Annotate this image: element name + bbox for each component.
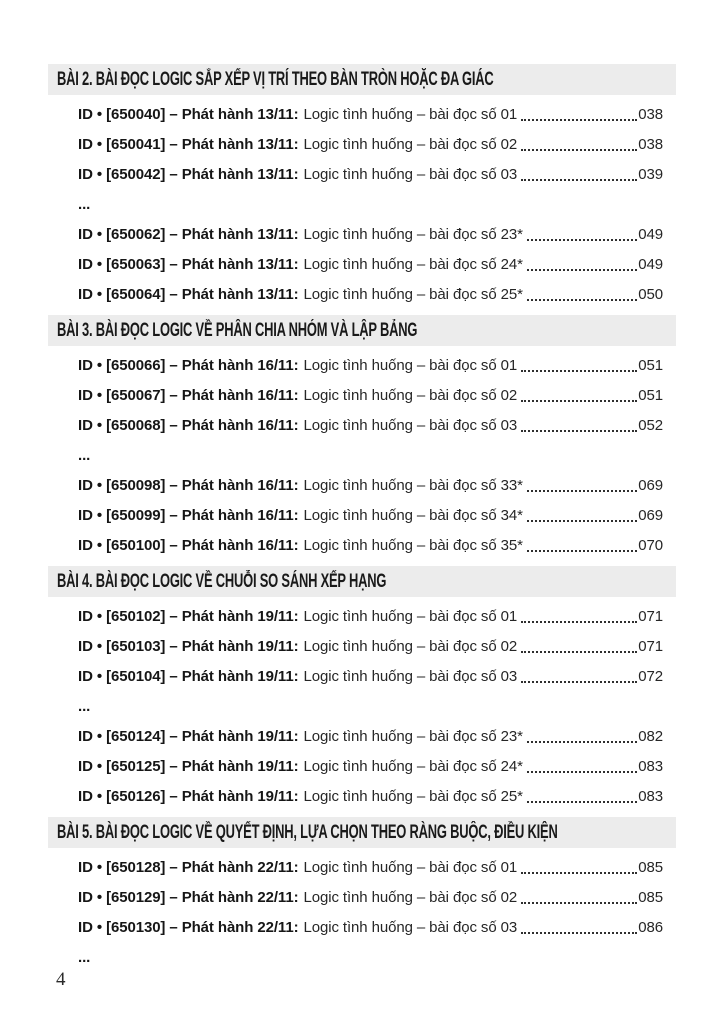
section-entries	[78, 100, 663, 310]
entry-title: Logic tình huống – bài đọc số 02	[303, 889, 518, 906]
dot-leader	[523, 250, 638, 280]
section-entries	[78, 853, 663, 973]
dot-leader	[517, 853, 638, 883]
entry-title: Logic tình huống – bài đọc số 03	[303, 417, 518, 434]
dot-leader	[523, 722, 638, 752]
dot-leader	[517, 100, 638, 130]
entry-page-number: 039	[638, 166, 663, 183]
dot-leader	[517, 381, 638, 411]
entry-id-release-label: ID • [650066] – Phát hành 16/11:	[78, 357, 299, 374]
toc-entry-row	[78, 351, 663, 381]
entry-title: Logic tình huống – bài đọc số 02	[303, 136, 518, 153]
entry-page-number: 049	[638, 256, 663, 273]
entry-id-release-label: ID • [650125] – Phát hành 19/11:	[78, 758, 299, 775]
entry-title: Logic tình huống – bài đọc số 33*	[303, 477, 523, 494]
section-header	[48, 315, 676, 346]
entry-page-number: 051	[638, 357, 663, 374]
section-title: BÀI 5. BÀI ĐỌC LOGIC VỀ QUYẾT ĐỊNH, LỰA CHỌN THEO RÀNG BUỘC, ĐIỀU KIỆN	[57, 821, 558, 843]
dot-leader	[517, 662, 638, 692]
entry-title: Logic tình huống – bài đọc số 25*	[303, 286, 523, 303]
toc-entry-row	[78, 632, 663, 662]
entry-id-release-label: ID • [650100] – Phát hành 16/11:	[78, 537, 299, 554]
dot-leader	[517, 632, 638, 662]
toc-entry-row	[78, 501, 663, 531]
entry-page-number: 038	[638, 106, 663, 123]
toc-entry-row	[78, 782, 663, 812]
dot-leader	[517, 130, 638, 160]
toc-entry-row	[78, 160, 663, 190]
entry-id-release-label: ID • [650099] – Phát hành 16/11:	[78, 507, 299, 524]
section-header	[48, 566, 676, 597]
entry-page-number: 082	[638, 728, 663, 745]
toc-entry-row	[78, 752, 663, 782]
entry-title: Logic tình huống – bài đọc số 23*	[303, 226, 523, 243]
entry-id-release-label: ID • [650041] – Phát hành 13/11:	[78, 136, 299, 153]
entry-id-release-label: ID • [650062] – Phát hành 13/11:	[78, 226, 299, 243]
entry-page-number: 086	[638, 919, 663, 936]
toc-sections	[48, 64, 676, 973]
entry-id-release-label: ID • [650064] – Phát hành 13/11:	[78, 286, 299, 303]
toc-entry-row	[78, 913, 663, 943]
section-title: BÀI 3. BÀI ĐỌC LOGIC VỀ PHÂN CHIA NHÓM VÀ LẬP BẢNG	[57, 319, 418, 341]
dot-leader	[523, 471, 638, 501]
entry-page-number: 070	[638, 537, 663, 554]
section-entries	[78, 351, 663, 561]
toc-section	[48, 315, 676, 561]
dot-leader	[517, 883, 638, 913]
entry-title: Logic tình huống – bài đọc số 23*	[303, 728, 523, 745]
entry-id-release-label: ID • [650104] – Phát hành 19/11:	[78, 668, 299, 685]
entry-id-release-label: ID • [650103] – Phát hành 19/11:	[78, 638, 299, 655]
entry-title: Logic tình huống – bài đọc số 03	[303, 919, 518, 936]
entry-id-release-label: ID • [650040] – Phát hành 13/11:	[78, 106, 299, 123]
dot-leader	[517, 602, 638, 632]
entry-page-number: 051	[638, 387, 663, 404]
entry-title: Logic tình huống – bài đọc số 35*	[303, 537, 523, 554]
dot-leader	[517, 351, 638, 381]
toc-entry-row	[78, 662, 663, 692]
entry-title: Logic tình huống – bài đọc số 01	[303, 357, 518, 374]
entry-page-number: 071	[638, 608, 663, 625]
toc-section	[48, 817, 676, 973]
entry-id-release-label: ID • [650130] – Phát hành 22/11:	[78, 919, 299, 936]
toc-ellipsis-row	[78, 441, 663, 471]
section-title: BÀI 4. BÀI ĐỌC LOGIC VỀ CHUỖI SO SÁNH XẾP HẠNG	[57, 570, 387, 592]
entry-title: Logic tình huống – bài đọc số 03	[303, 668, 518, 685]
toc-section	[48, 64, 676, 310]
toc-entry-row	[78, 883, 663, 913]
toc-entry-row	[78, 130, 663, 160]
toc-entry-row	[78, 531, 663, 561]
entry-page-number: 049	[638, 226, 663, 243]
entry-page-number: 069	[638, 477, 663, 494]
entry-page-number: 071	[638, 638, 663, 655]
ellipsis-text: ...	[78, 698, 91, 715]
entry-title: Logic tình huống – bài đọc số 03	[303, 166, 518, 183]
entry-page-number: 052	[638, 417, 663, 434]
entry-page-number: 050	[638, 286, 663, 303]
entry-id-release-label: ID • [650124] – Phát hành 19/11:	[78, 728, 299, 745]
entry-title: Logic tình huống – bài đọc số 02	[303, 638, 518, 655]
dot-leader	[523, 220, 638, 250]
entry-page-number: 085	[638, 889, 663, 906]
section-header	[48, 817, 676, 848]
dot-leader	[517, 160, 638, 190]
entry-id-release-label: ID • [650063] – Phát hành 13/11:	[78, 256, 299, 273]
toc-entry-row	[78, 220, 663, 250]
entry-id-release-label: ID • [650102] – Phát hành 19/11:	[78, 608, 299, 625]
section-title: BÀI 2. BÀI ĐỌC LOGIC SẮP XẾP VỊ TRÍ THEO BÀN TRÒN HOẶC ĐA GIÁC	[57, 68, 494, 90]
toc-ellipsis-row	[78, 943, 663, 973]
section-entries	[78, 602, 663, 812]
entry-page-number: 069	[638, 507, 663, 524]
dot-leader	[523, 501, 638, 531]
ellipsis-text: ...	[78, 196, 91, 213]
entry-page-number: 072	[638, 668, 663, 685]
toc-entry-row	[78, 381, 663, 411]
toc-entry-row	[78, 100, 663, 130]
toc-entry-row	[78, 411, 663, 441]
ellipsis-text: ...	[78, 949, 91, 966]
entry-id-release-label: ID • [650067] – Phát hành 16/11:	[78, 387, 299, 404]
section-header	[48, 64, 676, 95]
dot-leader	[523, 752, 638, 782]
dot-leader	[517, 411, 638, 441]
entry-title: Logic tình huống – bài đọc số 01	[303, 859, 518, 876]
entry-title: Logic tình huống – bài đọc số 24*	[303, 256, 523, 273]
entry-id-release-label: ID • [650068] – Phát hành 16/11:	[78, 417, 299, 434]
toc-entry-row	[78, 471, 663, 501]
entry-page-number: 083	[638, 758, 663, 775]
entry-page-number: 085	[638, 859, 663, 876]
toc-entry-row	[78, 722, 663, 752]
toc-entry-row	[78, 853, 663, 883]
entry-id-release-label: ID • [650042] – Phát hành 13/11:	[78, 166, 299, 183]
toc-ellipsis-row	[78, 190, 663, 220]
entry-page-number: 083	[638, 788, 663, 805]
toc-entry-row	[78, 602, 663, 632]
dot-leader	[523, 280, 638, 310]
toc-entry-row	[78, 250, 663, 280]
entry-title: Logic tình huống – bài đọc số 25*	[303, 788, 523, 805]
entry-title: Logic tình huống – bài đọc số 01	[303, 106, 518, 123]
entry-id-release-label: ID • [650129] – Phát hành 22/11:	[78, 889, 299, 906]
toc-entry-row	[78, 280, 663, 310]
entry-id-release-label: ID • [650098] – Phát hành 16/11:	[78, 477, 299, 494]
entry-id-release-label: ID • [650126] – Phát hành 19/11:	[78, 788, 299, 805]
entry-title: Logic tình huống – bài đọc số 02	[303, 387, 518, 404]
ellipsis-text: ...	[78, 447, 91, 464]
dot-leader	[523, 531, 638, 561]
entry-page-number: 038	[638, 136, 663, 153]
entry-id-release-label: ID • [650128] – Phát hành 22/11:	[78, 859, 299, 876]
toc-ellipsis-row	[78, 692, 663, 722]
dot-leader	[523, 782, 638, 812]
entry-title: Logic tình huống – bài đọc số 34*	[303, 507, 523, 524]
page-number: 4	[56, 969, 66, 990]
entry-title: Logic tình huống – bài đọc số 01	[303, 608, 518, 625]
toc-section	[48, 566, 676, 812]
dot-leader	[517, 913, 638, 943]
entry-title: Logic tình huống – bài đọc số 24*	[303, 758, 523, 775]
